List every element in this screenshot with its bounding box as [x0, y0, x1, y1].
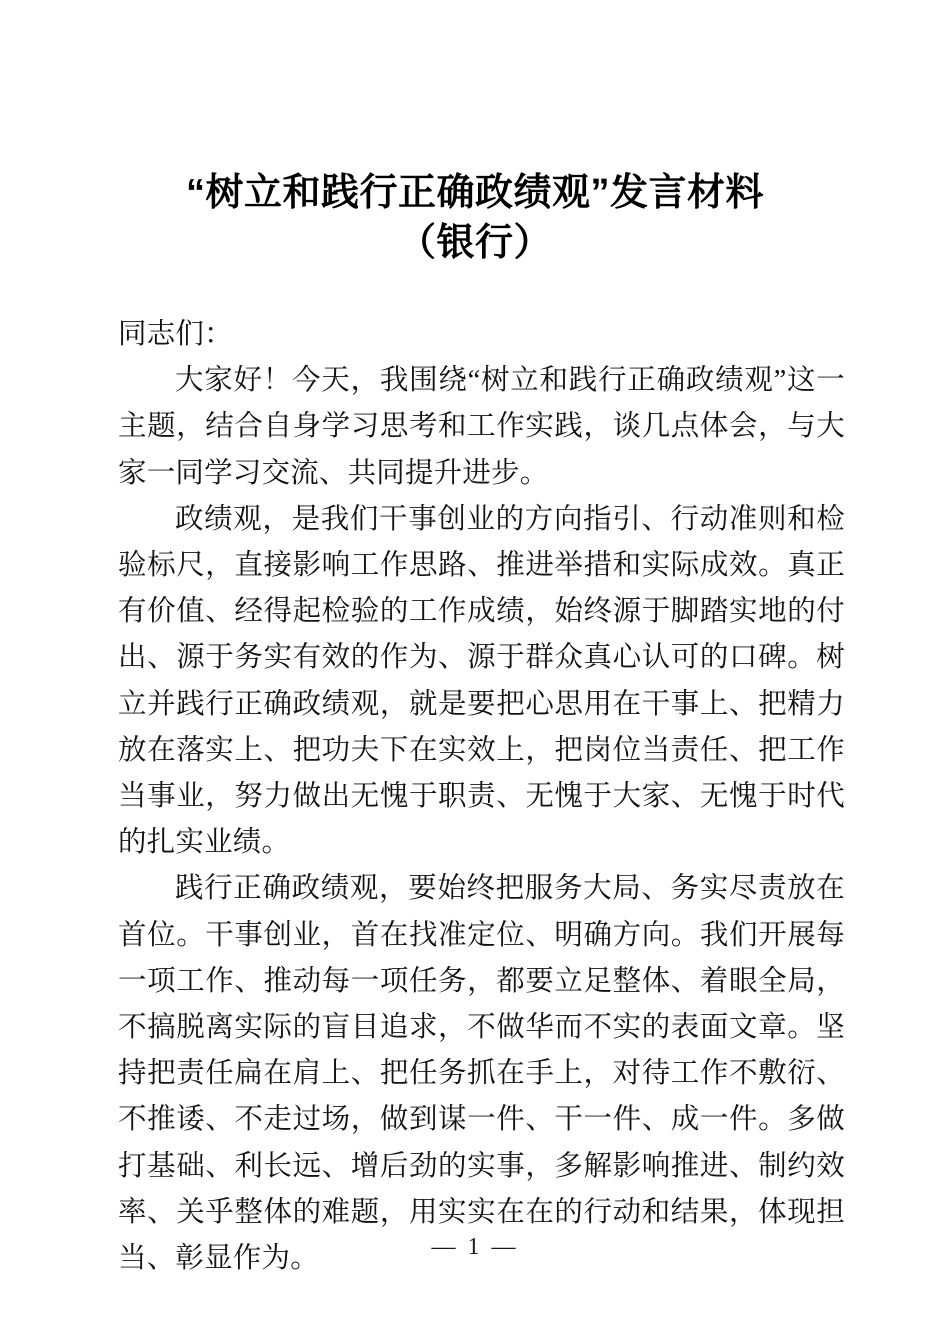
page-number-footer: — 1 — — [431, 1234, 519, 1260]
paragraph-opening: 大家好！今天，我围绕“树立和践行正确政绩观”这一主题，结合自身学习思考和工作实践，谈几点体会，与大家一同学习交流、共同提升进步。 — [118, 365, 845, 489]
document-body — [118, 312, 845, 1282]
document-title — [0, 168, 950, 268]
paragraph-body-1: 政绩观，是我们干事创业的方向指引、行动准则和检验标尺，直接影响工作思路、推进举措和实际成效。真正有价值、经得起检验的工作成绩，始终源于脚踏实地的付出、源于务实有效的作为、源于群众真心认可的口碑。树立并践行正确政绩观，就是要把心思用在干事上、把精力放在落实上、把功夫下在实效上，把岗位当责任、把工作当事业，努力做出无愧于职责、无愧于大家、无愧于时代的扎实业绩。 — [118, 503, 845, 859]
title-line-secondary: （银行） — [397, 222, 552, 264]
paragraph-body-2: 践行正确政绩观，要始终把服务大局、务实尽责放在首位。干事创业，首在找准定位、明确方向。我们开展每一项工作、推动每一项任务，都要立足整体、着眼全局，不搞脱离实际的盲目追求，不做华而不实的表面文章。坚持把责任扁在肩上、把任务抓在手上，对待工作不敷衍、不推诿、不走过场，做到谋一件、干一件、成一件。多做打基础、利长远、增后劲的实事，多解影响推进、制约效率、关乎整体的难题，用实实在在的行动和结果，体现担当、彰显作为。 — [118, 873, 845, 1275]
title-line-primary: “树立和践行正确政绩观”发言材料 — [185, 172, 764, 214]
paragraph-salutation: 同志们： — [118, 319, 233, 350]
